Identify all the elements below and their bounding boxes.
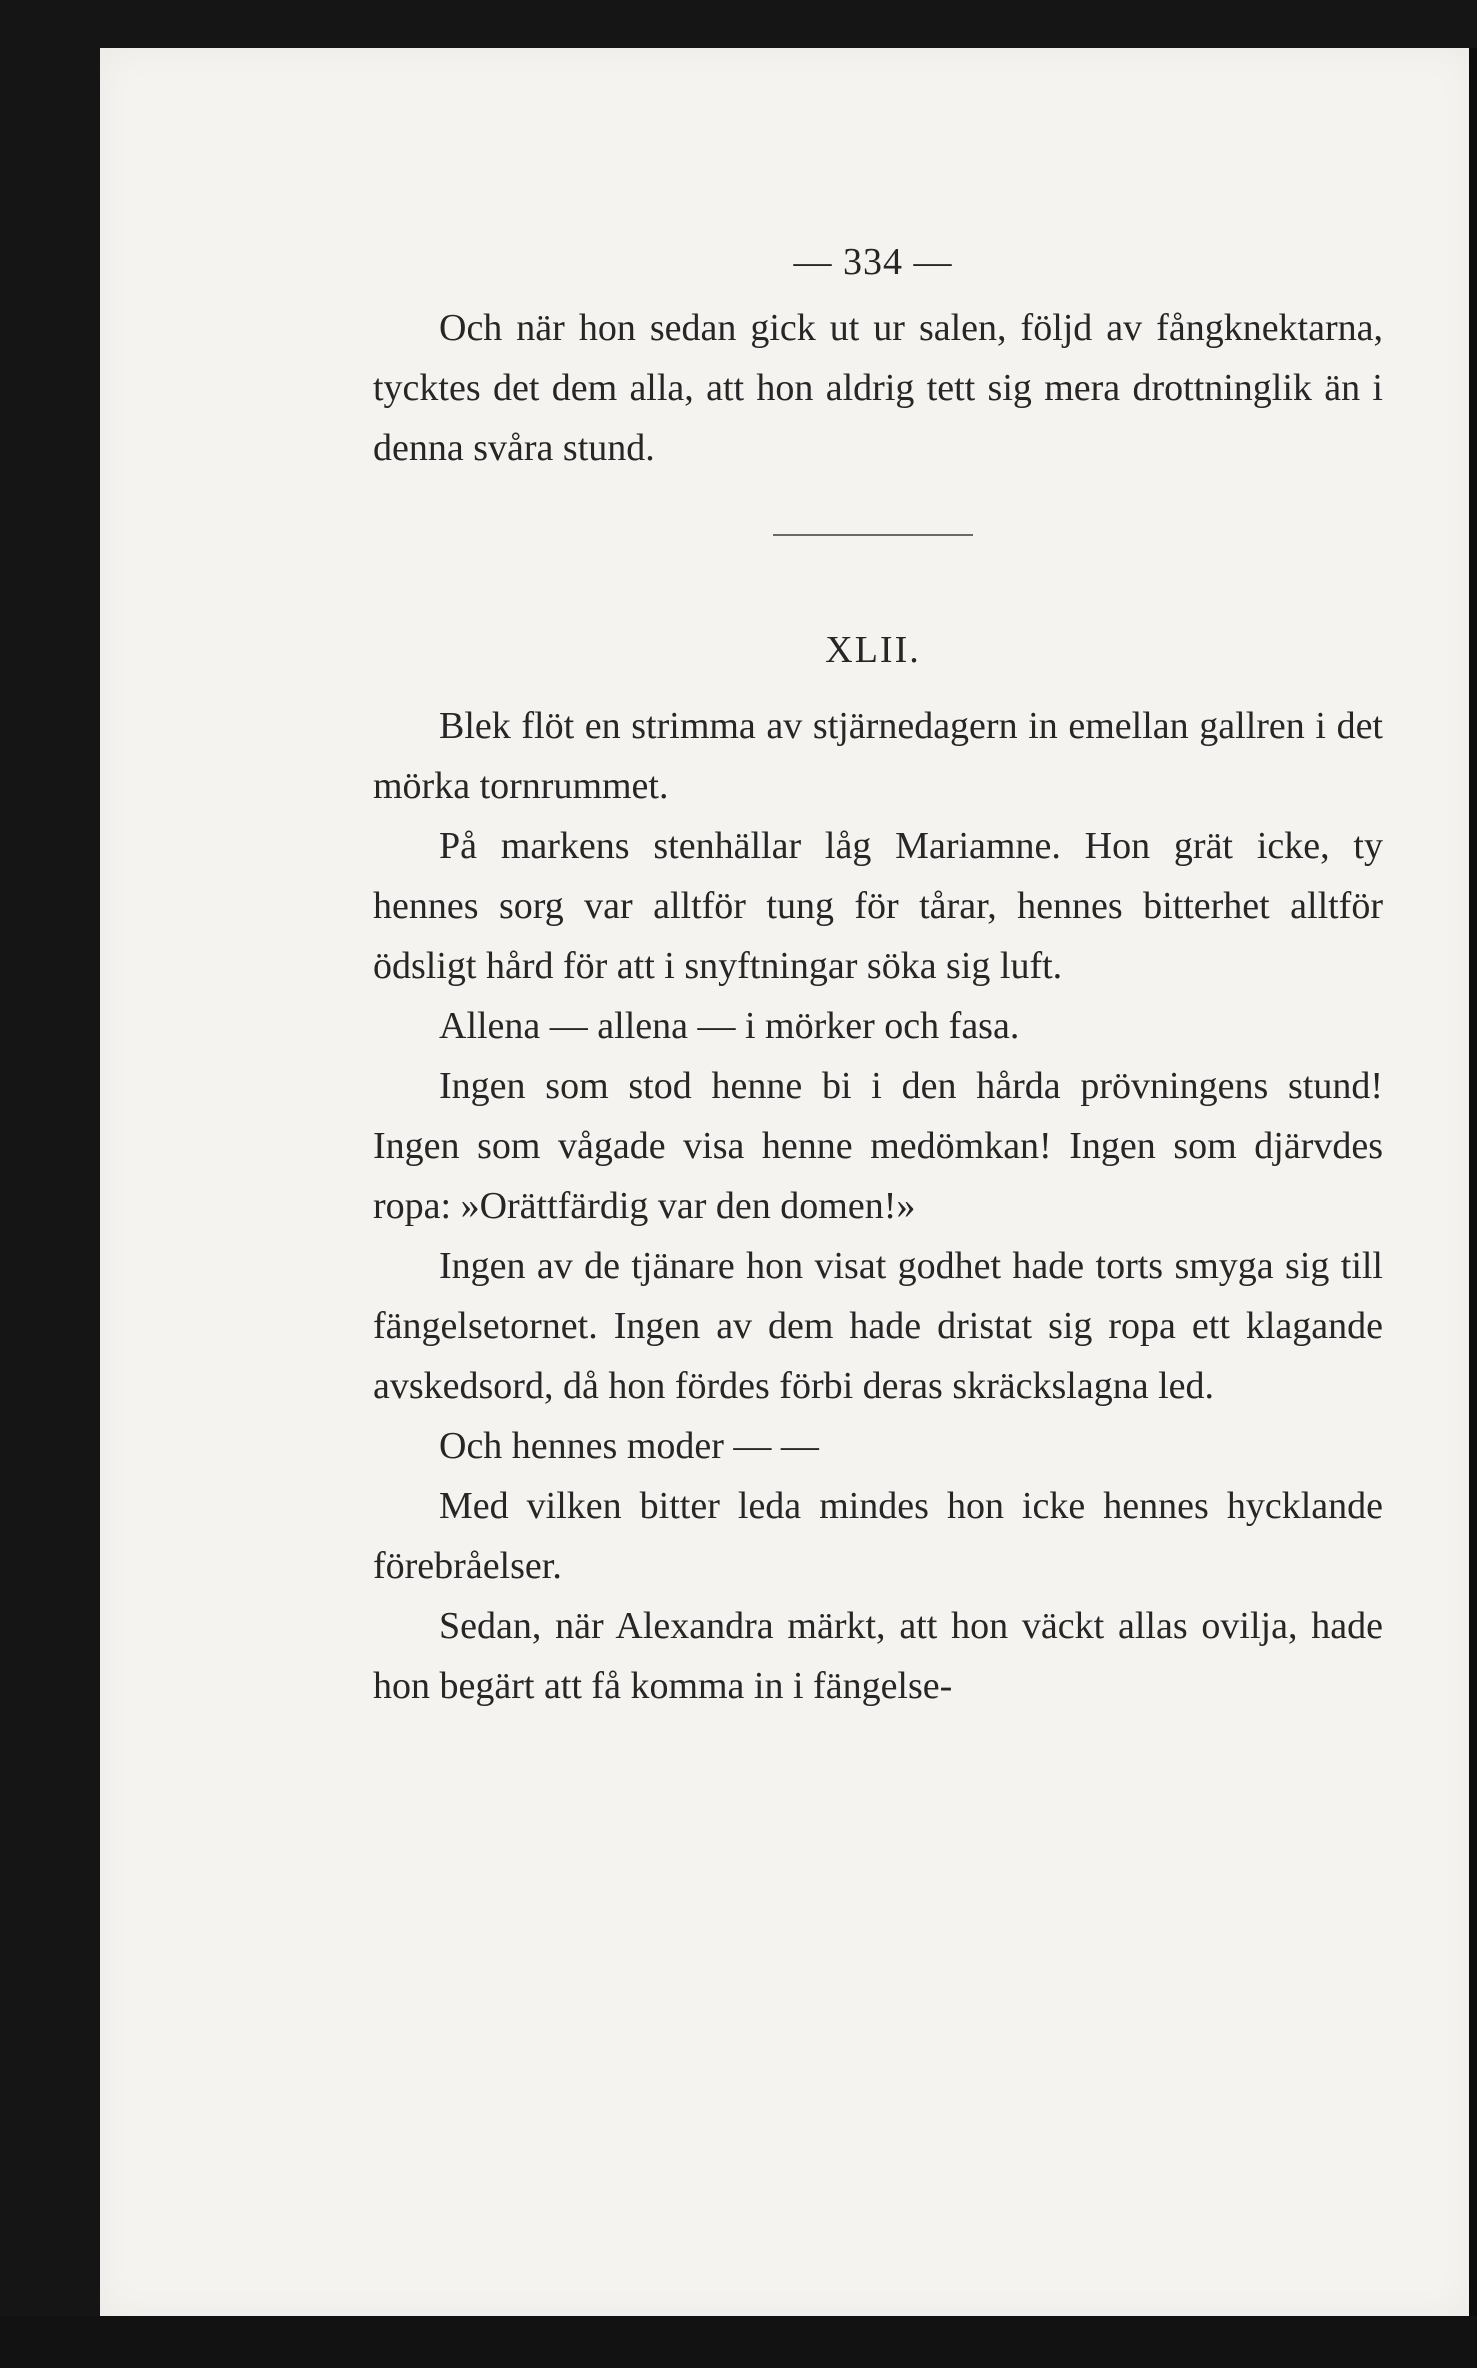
page-number: — 334 — [793,241,953,283]
paragraph: Och hennes moder — — [439,1425,819,1467]
paragraph: Allena — allena — i mörker och fasa. [439,1005,1020,1047]
paragraph: Med vilken bitter leda mindes hon icke hennes hycklande förebråelser. [373,1485,1383,1587]
paragraph: På markens stenhällar låg Mariamne. Hon grät icke, ty hennes sorg var alltför tung för tårar, hennes bitterhet alltför ödsligt hård för att i snyftningar söka sig luft. [373,825,1383,987]
page-text [373,232,1383,1716]
section-divider [773,534,973,536]
page-edge-shadow [1469,48,1477,2318]
paragraph: Ingen av de tjänare hon visat godhet hade torts smyga sig till fängelsetornet. Ingen av dem hade dristat sig ropa ett klagande avskedsord, då hon fördes förbi deras skräckslagna led. [373,1245,1383,1407]
bottom-scan-border [0,2316,1477,2368]
paragraph: Sedan, när Alexandra märkt, att hon väckt allas ovilja, hade hon begärt att få komma in i fängelse- [373,1605,1383,1707]
paragraph: Blek flöt en strimma av stjärnedagern in emellan gallren i det mörka tornrummet. [373,705,1383,807]
paragraph: Ingen som stod henne bi i den hårda prövningens stund! Ingen som vågade visa henne medömkan! Ingen som djärvdes ropa: »Orättfärdig var den domen!» [373,1065,1383,1227]
chapter-heading: XLII. [825,629,921,671]
paragraph: Och när hon sedan gick ut ur salen, följd av fångknektarna, tycktes det dem alla, att hon aldrig tett sig mera drottninglik än i denna svåra stund. [373,307,1383,469]
